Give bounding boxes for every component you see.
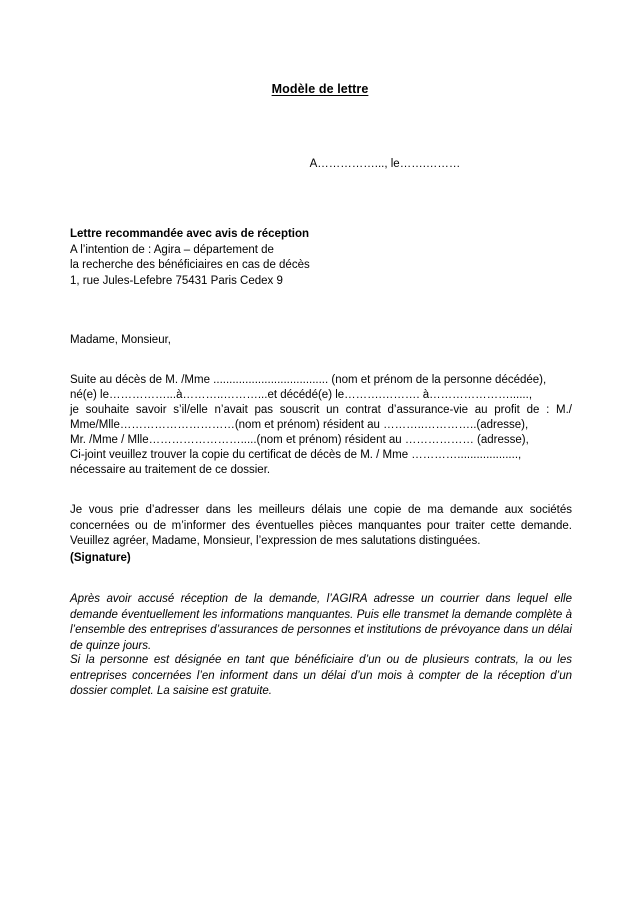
recipient-block [70,227,570,289]
note-paragraph-1: Après avoir accusé réception de la demande, l’AGIRA adresse un courrier dans lequel elle demande éventuellement les informations manquantes. Puis elle transmet la demande complète à l’ensemble des entreprises d’assurances de personnes et institutions de prévoyance dans un délai de quinze jours. [70,593,572,652]
note-paragraph-2: Si la personne est désignée en tant que bénéficiaire d’un ou de plusieurs contrats, la ou les entreprises concernées l’en informent dans un délai d’un mois à compter de la réception d’un dossier complet. La saisine est gratuite. [70,654,572,697]
body-paragraph-2: Je vous prie d’adresser dans les meilleurs délais une copie de ma demande aux sociétés concernées ou de m’informer des éventuelles pièces manquantes pour traiter cette demande. Veuillez agréer, Madame, Monsieur, l’expression de mes salutations distinguées. [70,504,572,547]
body-line-4: Mme/Mlle…………………………(nom et prénom) résident au ………..…………..(adresse), [70,419,529,431]
recipient-line-2: la recherche des bénéficiaires en cas de décès [70,259,310,271]
body-line-6: Ci-joint veuillez trouver la copie du certificat de décès de M. / Mme …………..................., [70,449,522,461]
page-title [70,82,570,96]
signature-label: (Signature) [70,552,131,564]
body-line-3: je souhaite savoir s’il/elle n’avait pas souscrit un contrat d’assurance-vie au profit de : M./ [70,404,572,416]
recipient-line-1: A l’intention de : Agira – département de [70,243,274,256]
body-line-7: nécessaire au traitement de ce dossier. [70,464,271,476]
page-title-text: Modèle de lettre [271,82,369,97]
body-paragraph-1 [70,373,572,478]
body-line-5: Mr. /Mme / Mlle…………………….....(nom et prénom) résident au ……………… (adresse), [70,434,529,446]
body-line-2: né(e) le……………...à………..………...et décédé(e) le……….………. à…………………......, [70,389,533,401]
body-line-1: Suite au décès de M. /Mme .................................... (nom et prénom de la personne décédée), [70,374,547,386]
salutation: Madame, Monsieur, [70,334,171,346]
recipient-heading: Lettre recommandée avec avis de réception [70,228,310,240]
place-and-date-line: A……………..., le…….……… [309,158,461,170]
recipient-address-line: 1, rue Jules-Lefebre 75431 Paris Cedex 9 [70,274,283,287]
